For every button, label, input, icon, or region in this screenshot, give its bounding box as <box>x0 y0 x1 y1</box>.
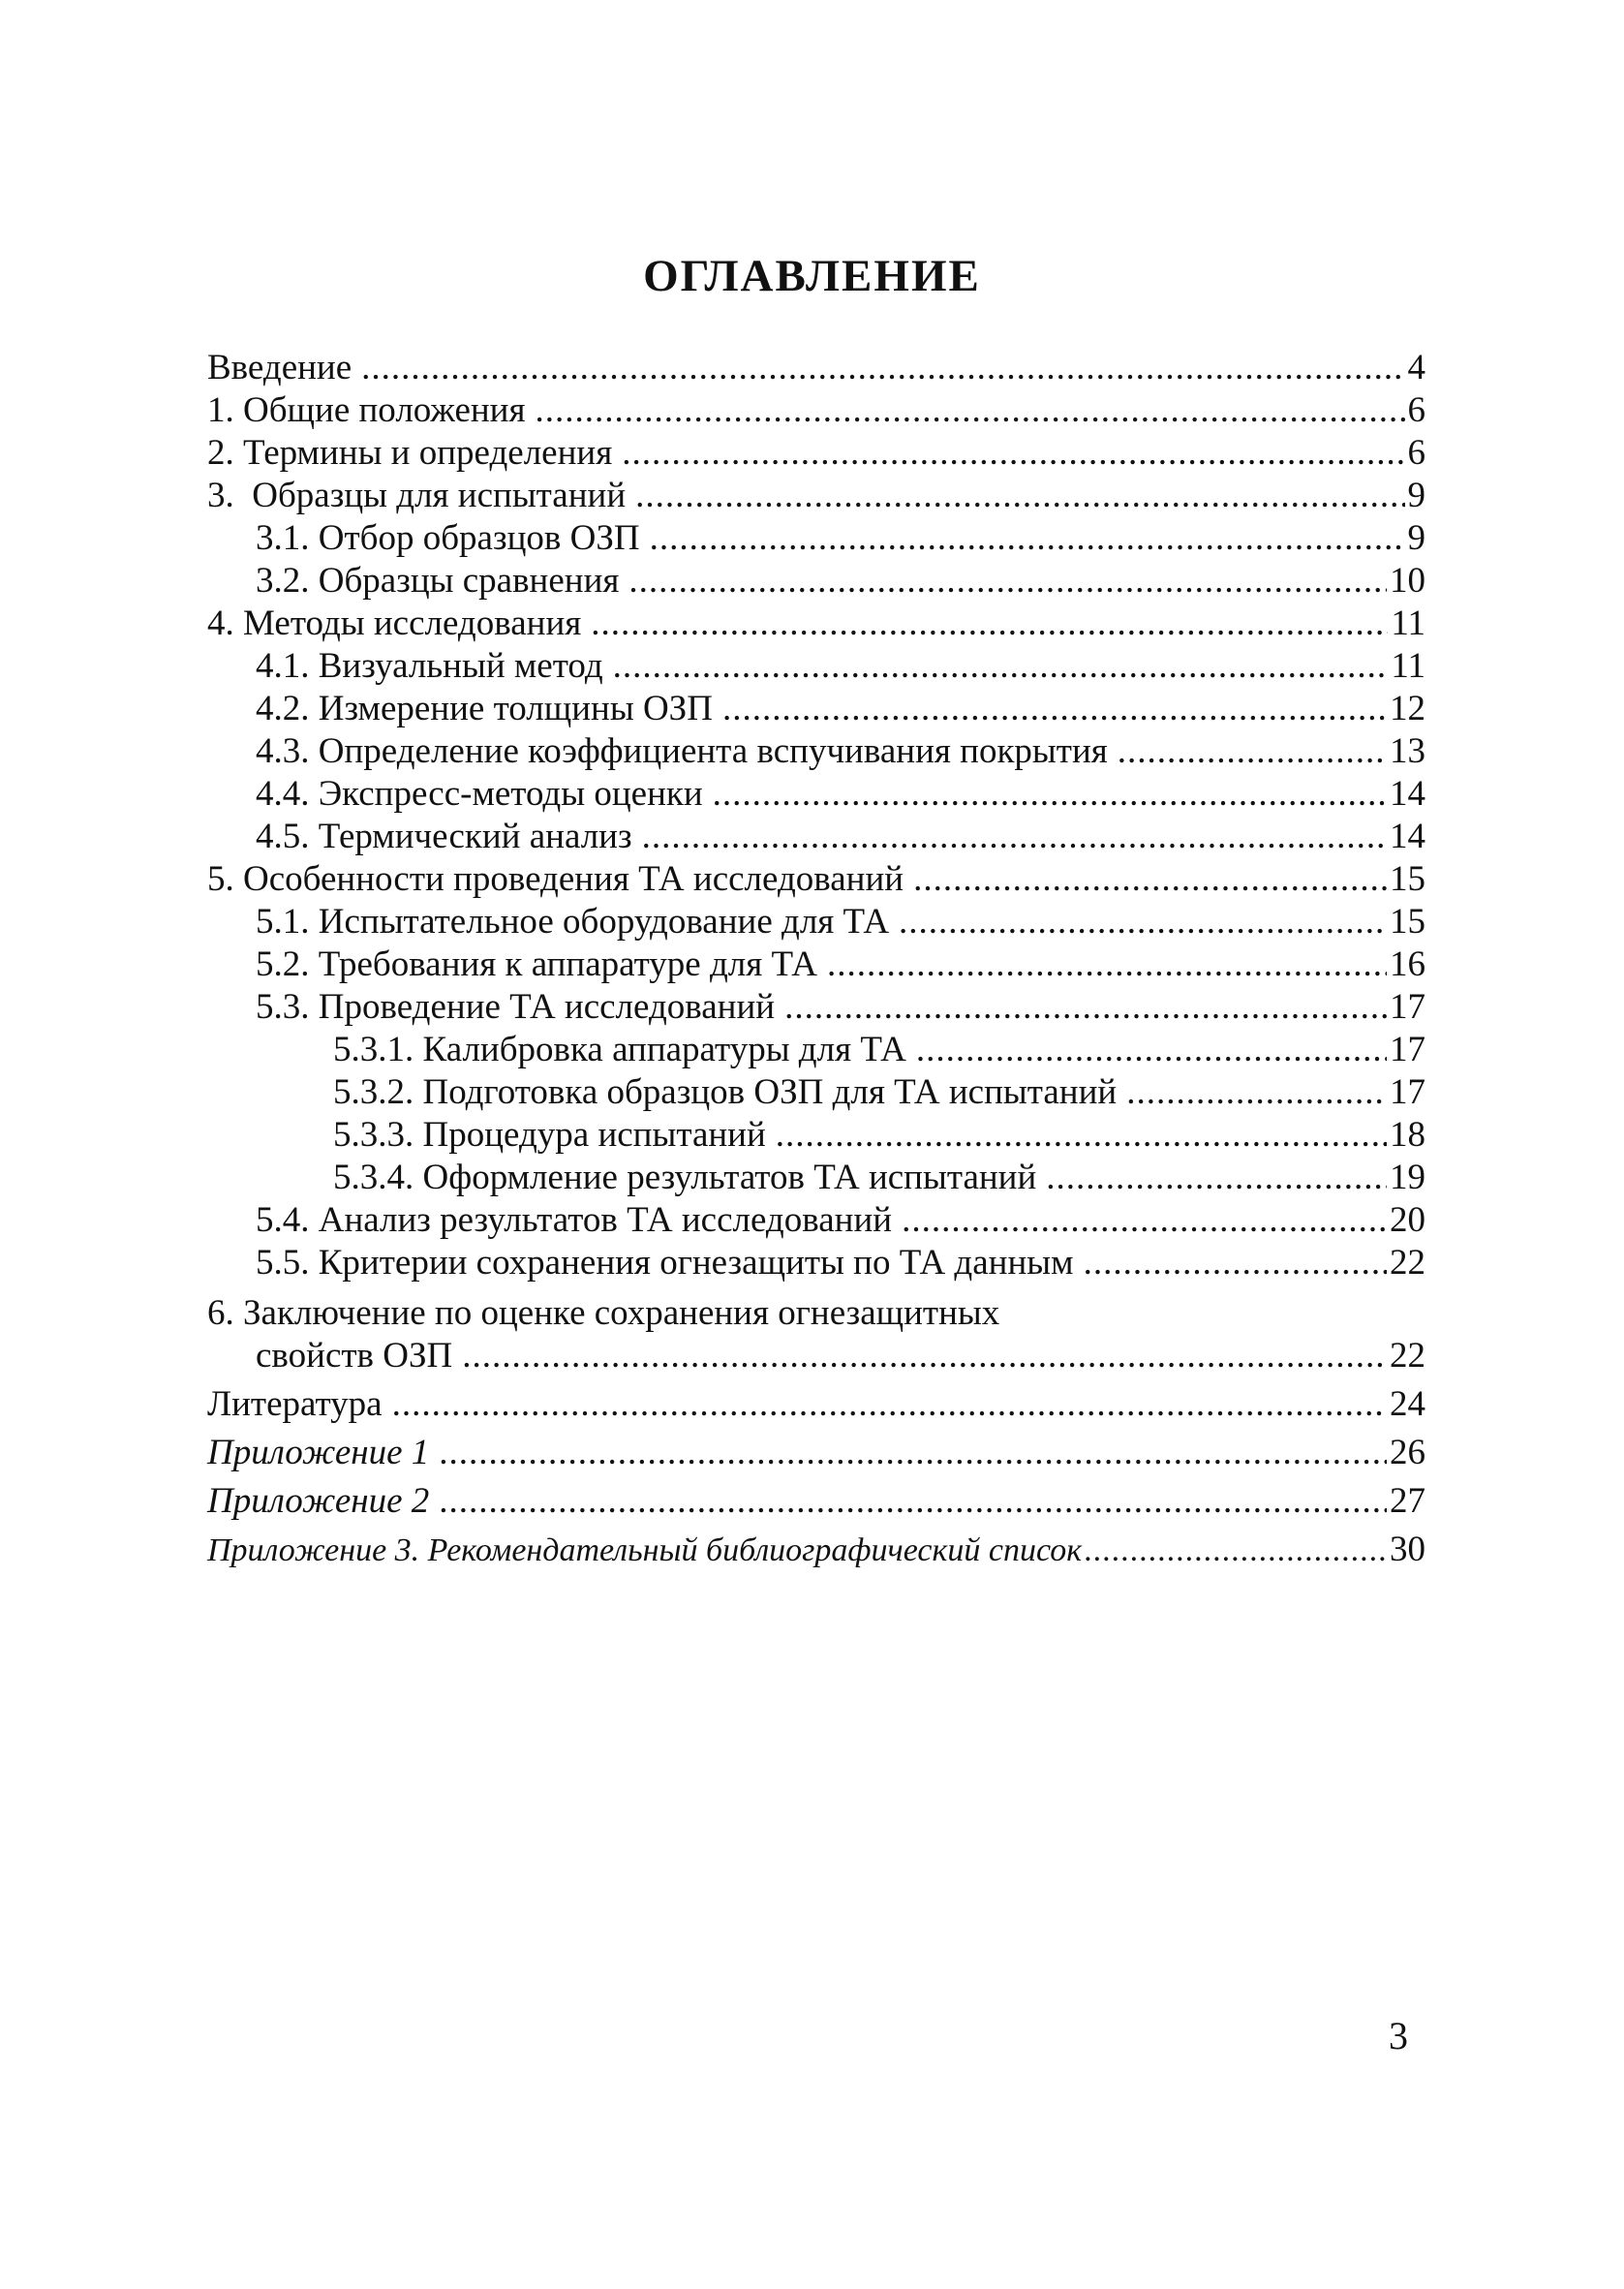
toc-entry-page: 12 <box>1390 689 1425 728</box>
toc-entry-5-2[interactable] <box>207 943 1425 986</box>
toc-entry-introduction[interactable] <box>207 347 1425 389</box>
toc-entry-4-4[interactable] <box>207 773 1425 816</box>
toc-entry-3-1[interactable] <box>207 517 1425 560</box>
toc-entry-page: 9 <box>1407 518 1425 558</box>
toc-entry-label: 5.3. Проведение ТА исследований <box>256 987 776 1027</box>
dot-leader <box>1126 1071 1387 1114</box>
dot-leader <box>902 1199 1387 1242</box>
dot-leader <box>613 645 1389 688</box>
dot-leader <box>591 603 1388 645</box>
toc-entry-page: 13 <box>1390 731 1425 771</box>
toc-entry-2[interactable] <box>207 432 1425 475</box>
toc-entry-5-1[interactable] <box>207 901 1425 943</box>
toc-entry-5-3-2[interactable] <box>207 1071 1425 1114</box>
table-of-contents <box>207 347 1425 1572</box>
toc-entry-label: 3.2. Образцы сравнения <box>256 561 620 601</box>
toc-entry-label: 5.4. Анализ результатов ТА исследований <box>256 1200 893 1240</box>
toc-entry-4[interactable] <box>207 603 1425 645</box>
dot-leader <box>650 517 1405 560</box>
toc-entry-label-line2: свойств ОЗП <box>256 1336 453 1376</box>
toc-entry-label: 1. Общие положения <box>207 390 526 430</box>
toc-entry-page: 15 <box>1390 859 1425 899</box>
toc-entry-label: 5.3.2. Подготовка образцов ОЗП для ТА испытаний <box>333 1072 1118 1112</box>
toc-entry-4-1[interactable] <box>207 645 1425 688</box>
dot-leader <box>1118 730 1387 773</box>
toc-entry-5-3-3[interactable] <box>207 1114 1425 1157</box>
dot-leader <box>1084 1530 1387 1572</box>
dot-leader <box>899 901 1387 943</box>
toc-entry-label: 4. Методы исследования <box>207 603 582 643</box>
toc-entry-label: 5. Особенности проведения ТА исследований <box>207 859 904 899</box>
toc-entry-label: 5.3.3. Процедура испытаний <box>333 1115 766 1155</box>
dot-leader <box>462 1335 1387 1377</box>
toc-entry-4-3[interactable] <box>207 730 1425 773</box>
page-number: 3 <box>1389 2014 1408 2057</box>
toc-entry-4-5[interactable] <box>207 816 1425 858</box>
toc-entry-page: 6 <box>1407 390 1425 430</box>
toc-entry-6[interactable] <box>207 1292 1425 1377</box>
toc-entry-page: 11 <box>1391 603 1425 643</box>
toc-entry-3-2[interactable] <box>207 560 1425 603</box>
toc-entry-page: 14 <box>1390 774 1425 814</box>
toc-entry-page: 22 <box>1390 1243 1425 1283</box>
toc-entry-5[interactable] <box>207 858 1425 901</box>
dot-leader <box>642 816 1387 858</box>
toc-entry-page: 17 <box>1390 1072 1425 1112</box>
toc-entry-page: 18 <box>1390 1115 1425 1155</box>
toc-entry-label: 3.1. Отбор образцов ОЗП <box>256 518 640 558</box>
dot-leader <box>635 475 1404 517</box>
toc-entry-label: 5.1. Испытательное оборудование для ТА <box>256 902 890 942</box>
toc-entry-5-3-4[interactable] <box>207 1157 1425 1199</box>
toc-entry-label: Введение <box>207 348 352 387</box>
toc-entry-label: Литература <box>207 1384 383 1424</box>
toc-entry-page: 11 <box>1391 646 1425 686</box>
toc-entry-page: 15 <box>1390 902 1425 942</box>
toc-entry-label: 5.3.1. Калибровка аппаратуры для ТА <box>333 1030 906 1069</box>
dot-leader <box>916 1029 1387 1071</box>
toc-title: ОГЛАВЛЕНИЕ <box>643 251 981 301</box>
toc-entry-page: 10 <box>1390 561 1425 601</box>
toc-entry-5-3-1[interactable] <box>207 1029 1425 1071</box>
toc-entry-page: 14 <box>1390 817 1425 856</box>
dot-leader <box>622 432 1404 475</box>
toc-entry-page: 17 <box>1390 1030 1425 1069</box>
toc-entry-page: 22 <box>1390 1336 1425 1376</box>
toc-entry-page: 19 <box>1390 1158 1425 1197</box>
toc-entry-5-4[interactable] <box>207 1199 1425 1242</box>
dot-leader <box>392 1383 1387 1426</box>
toc-entry-label: 4.5. Термический анализ <box>256 817 632 856</box>
toc-entry-literature[interactable] <box>207 1383 1425 1426</box>
toc-entry-appendix-1[interactable] <box>207 1432 1425 1474</box>
toc-entry-3[interactable] <box>207 475 1425 517</box>
dot-leader <box>722 688 1387 730</box>
dot-leader <box>361 347 1404 389</box>
dot-leader <box>1084 1242 1387 1284</box>
toc-entry-5-3[interactable] <box>207 986 1425 1029</box>
toc-entry-page: 27 <box>1390 1481 1425 1521</box>
toc-entry-label: 4.4. Экспресс-методы оценки <box>256 774 703 814</box>
dot-leader <box>827 943 1387 986</box>
toc-entry-appendix-2[interactable] <box>207 1480 1425 1523</box>
toc-entry-page: 24 <box>1390 1384 1425 1424</box>
dot-leader <box>784 986 1387 1029</box>
toc-entry-label: 5.5. Критерии сохранения огнезащиты по ТА данным <box>256 1243 1074 1283</box>
toc-entry-label: Приложение 2 <box>207 1481 430 1521</box>
toc-entry-page: 17 <box>1390 987 1425 1027</box>
toc-entry-page: 26 <box>1390 1433 1425 1472</box>
dot-leader <box>439 1480 1387 1523</box>
toc-entry-label: 2. Термины и определения <box>207 433 613 473</box>
toc-entry-label: 4.1. Визуальный метод <box>256 646 603 686</box>
toc-entry-label: 4.3. Определение коэффициента вспучивания покрытия <box>256 731 1108 771</box>
dot-leader <box>439 1432 1387 1474</box>
toc-entry-page: 9 <box>1407 476 1425 515</box>
toc-entry-label: 5.3.4. Оформление результатов ТА испытаний <box>333 1158 1037 1197</box>
toc-entry-label: 4.2. Измерение толщины ОЗП <box>256 689 713 728</box>
toc-entry-label: Приложение 3. Рекомендательный библиографический список <box>207 1532 1083 1568</box>
dot-leader <box>713 773 1387 816</box>
toc-entry-label: 3. Образцы для испытаний <box>207 476 627 515</box>
toc-entry-label: 5.2. Требования к аппаратуре для ТА <box>256 944 818 984</box>
dot-leader <box>913 858 1387 901</box>
toc-entry-page: 4 <box>1407 348 1425 387</box>
dot-leader <box>1046 1157 1387 1199</box>
toc-entry-label: Приложение 1 <box>207 1433 430 1472</box>
dot-leader <box>535 389 1404 432</box>
toc-entry-page: 20 <box>1390 1200 1425 1240</box>
toc-entry-1[interactable] <box>207 389 1425 432</box>
toc-entry-page: 16 <box>1390 944 1425 984</box>
toc-entry-5-5[interactable] <box>207 1242 1425 1284</box>
toc-entry-label-line1: 6. Заключение по оценке сохранения огнезащитных <box>207 1293 1000 1333</box>
dot-leader <box>776 1114 1387 1157</box>
toc-entry-appendix-3[interactable] <box>207 1529 1425 1572</box>
toc-entry-page: 6 <box>1407 433 1425 473</box>
dot-leader <box>628 560 1387 603</box>
toc-entry-4-2[interactable] <box>207 688 1425 730</box>
toc-entry-page: 30 <box>1390 1530 1425 1569</box>
